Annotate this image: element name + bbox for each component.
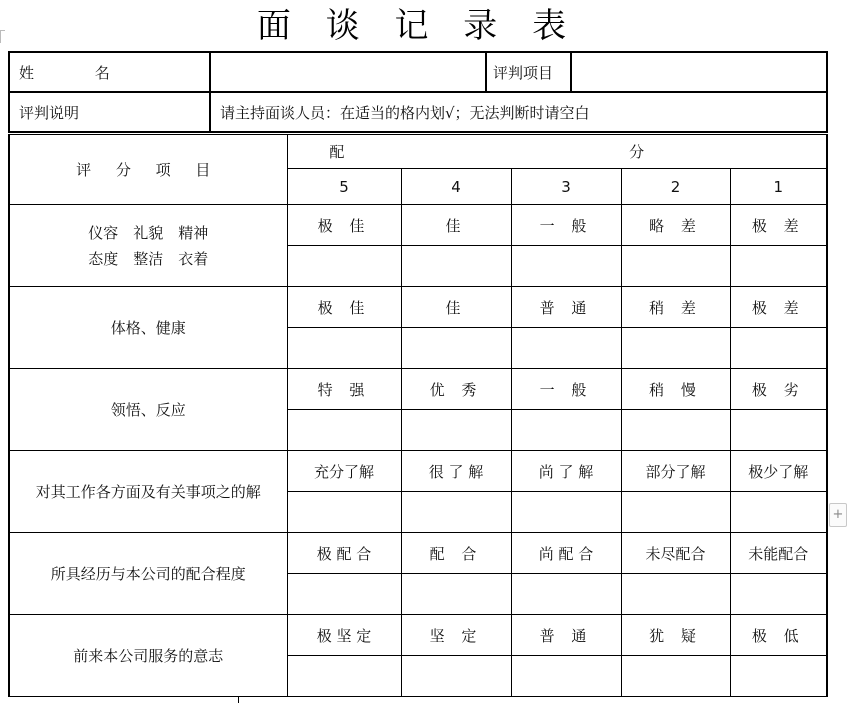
eval-item-label: 评判项目 [486, 52, 571, 92]
item-header: 评 分 项 目 [9, 135, 287, 205]
criterion-row [9, 615, 827, 656]
mark-cell[interactable] [730, 328, 827, 369]
mark-cell[interactable] [511, 656, 621, 697]
mark-cell[interactable] [287, 656, 401, 697]
level-label: 很 了 解 [401, 451, 511, 492]
level-label: 优 秀 [401, 369, 511, 410]
name-row [9, 52, 827, 92]
mark-cell[interactable] [511, 574, 621, 615]
score-3: 3 [511, 169, 621, 205]
criterion-label: 仪容 礼貌 精神 态度 整洁 衣着 [9, 205, 287, 287]
level-label: 尚 了 解 [511, 451, 621, 492]
mark-cell[interactable] [287, 246, 401, 287]
criterion-label: 领悟、反应 [9, 369, 287, 451]
level-label: 极 坚 定 [287, 615, 401, 656]
level-label: 佳 [401, 205, 511, 246]
mark-cell[interactable] [287, 410, 401, 451]
mark-cell[interactable] [730, 410, 827, 451]
level-label: 坚 定 [401, 615, 511, 656]
criterion-row [9, 287, 827, 328]
page-title: 面 谈 记 录 表 [256, 6, 579, 46]
mark-cell[interactable] [287, 574, 401, 615]
level-label: 未尽配合 [621, 533, 730, 574]
mark-cell[interactable] [401, 656, 511, 697]
score-header: 配 分 [287, 135, 827, 169]
level-label: 普 通 [511, 287, 621, 328]
mark-cell[interactable] [401, 328, 511, 369]
mark-cell[interactable] [401, 410, 511, 451]
mark-cell[interactable] [621, 410, 730, 451]
mark-cell[interactable] [621, 574, 730, 615]
criterion-label: 体格、健康 [9, 287, 287, 369]
mark-cell[interactable] [621, 656, 730, 697]
corner-mark [0, 30, 5, 43]
desc-text: 请主持面谈人员：在适当的格内划√；无法判断时请空白 [210, 92, 827, 132]
mark-cell[interactable] [621, 246, 730, 287]
score-1: 1 [730, 169, 827, 205]
table-divider [238, 697, 239, 703]
name-label: 姓 名 [9, 52, 210, 92]
score-4: 4 [401, 169, 511, 205]
header-table [8, 51, 828, 133]
level-label: 尚 配 合 [511, 533, 621, 574]
criterion-row [9, 205, 827, 246]
level-label: 犹 疑 [621, 615, 730, 656]
mark-cell[interactable] [401, 246, 511, 287]
criterion-label: 所具经历与本公司的配合程度 [9, 533, 287, 615]
level-label: 一 般 [511, 369, 621, 410]
level-label: 部分了解 [621, 451, 730, 492]
level-label: 特 强 [287, 369, 401, 410]
mark-cell[interactable] [287, 328, 401, 369]
mark-cell[interactable] [730, 574, 827, 615]
mark-cell[interactable] [621, 328, 730, 369]
level-label: 略 差 [621, 205, 730, 246]
level-label: 极 配 合 [287, 533, 401, 574]
level-label: 极 佳 [287, 205, 401, 246]
level-label: 极 低 [730, 615, 827, 656]
mark-cell[interactable] [511, 328, 621, 369]
desc-label: 评判说明 [9, 92, 210, 132]
level-label: 未能配合 [730, 533, 827, 574]
score-grid [8, 134, 828, 697]
level-label: 稍 差 [621, 287, 730, 328]
score-5: 5 [287, 169, 401, 205]
level-label: 极少了解 [730, 451, 827, 492]
level-label: 极 佳 [287, 287, 401, 328]
level-label: 极 差 [730, 287, 827, 328]
criterion-row [9, 369, 827, 410]
name-field[interactable] [210, 52, 486, 92]
level-label: 极 差 [730, 205, 827, 246]
criterion-row [9, 533, 827, 574]
mark-cell[interactable] [511, 492, 621, 533]
criterion-row [9, 451, 827, 492]
level-label: 一 般 [511, 205, 621, 246]
level-label: 普 通 [511, 615, 621, 656]
expand-handle-icon[interactable]: + [829, 503, 847, 527]
mark-cell[interactable] [730, 246, 827, 287]
grid-header-row [9, 135, 827, 169]
mark-cell[interactable] [401, 492, 511, 533]
mark-cell[interactable] [730, 492, 827, 533]
eval-item-field[interactable] [571, 52, 827, 92]
mark-cell[interactable] [401, 574, 511, 615]
level-label: 充分了解 [287, 451, 401, 492]
mark-cell[interactable] [730, 656, 827, 697]
mark-cell[interactable] [511, 410, 621, 451]
mark-cell[interactable] [621, 492, 730, 533]
level-label: 稍 慢 [621, 369, 730, 410]
description-row [9, 92, 827, 132]
level-label: 配 合 [401, 533, 511, 574]
criterion-label: 前来本公司服务的意志 [9, 615, 287, 697]
level-label: 佳 [401, 287, 511, 328]
criterion-label: 对其工作各方面及有关事项之的解 [9, 451, 287, 533]
mark-cell[interactable] [287, 492, 401, 533]
mark-cell[interactable] [511, 246, 621, 287]
level-label: 极 劣 [730, 369, 827, 410]
score-2: 2 [621, 169, 730, 205]
